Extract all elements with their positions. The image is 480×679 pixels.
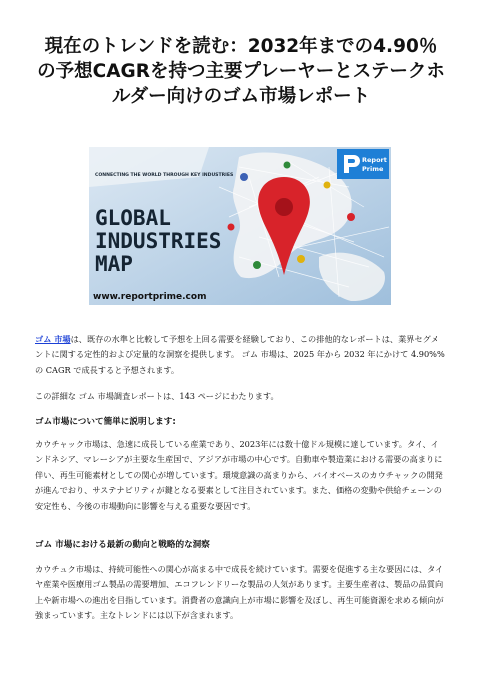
brand-prime-text: Prime [362,165,384,173]
intro-text: は、既存の水準と比較して予想を上回る需要を経験しており、この排他的なレポートは、業界セグメントに関する定性的および定量的な洞察を提供します。 ゴム 市場は、2025 年から 2032 年にかけて 4.90%% の CAGR で成長すると予想されます。 [35,334,445,375]
hero-line-3: MAP [95,252,133,276]
section-1-text: カウチャック市場は、急速に成長している産業であり、2023年には数十億ドル規模に達しています。タイ、インドネシア、マレーシアが主要な生産国で、アジアが市場の中心です。自動車や製造業における需要の高まりに伴い、再生可能素材としての関心が増しています。環境意識の高まりから、バイオベースのカウチャックの開発が進んでおり、サステナビリティが鍵となる要素として注目されています。また、価格の変動や供給チェーンの安定性も、今後の市場動向に影響を与える重要な要因です。 [35,439,443,511]
hero-line-2: INDUSTRIES [95,229,222,253]
global-industries-map-graphic [89,147,391,305]
section-2-heading: ゴム 市場における最新の動向と戦略的な洞察 [35,540,210,550]
hero-tagline: CONNECTING THE WORLD THROUGH KEY INDUSTRIES [95,173,234,178]
hero-line-1: GLOBAL [95,206,171,230]
hero-image [89,147,391,305]
hero-url: www.reportprime.com [93,292,207,302]
section-2-text: カウチュク市場は、持続可能性への関心が高まる中で成長を続けています。需要を促進する主な要因には、タイヤ産業や医療用ゴム製品の需要増加、エコフレンドリーな製品の人気があります。主要生産者は、製品の品質向上や新市場への進出を目指しています。消費者の意識向上が市場に影響を及ぼし、再生可能資源を求める傾向が強まっています。主なトレンドには以下が含まれます。 [35,564,444,621]
pages-note: この詳細な ゴム 市場調査レポートは、143 ページにわたります。 [35,391,279,401]
document-title: 現在のトレンドを読む：2032年までの4.90％の予想CAGRを持つ主要プレーヤーとステークホルダー向けのゴム市場レポート [37,36,445,107]
intro-paragraph [35,332,447,378]
market-link[interactable]: ゴム 市場 [35,334,71,344]
section-1-heading: ゴム市場について簡単に説明します: [35,417,176,427]
brand-report-text: Report [362,156,387,164]
